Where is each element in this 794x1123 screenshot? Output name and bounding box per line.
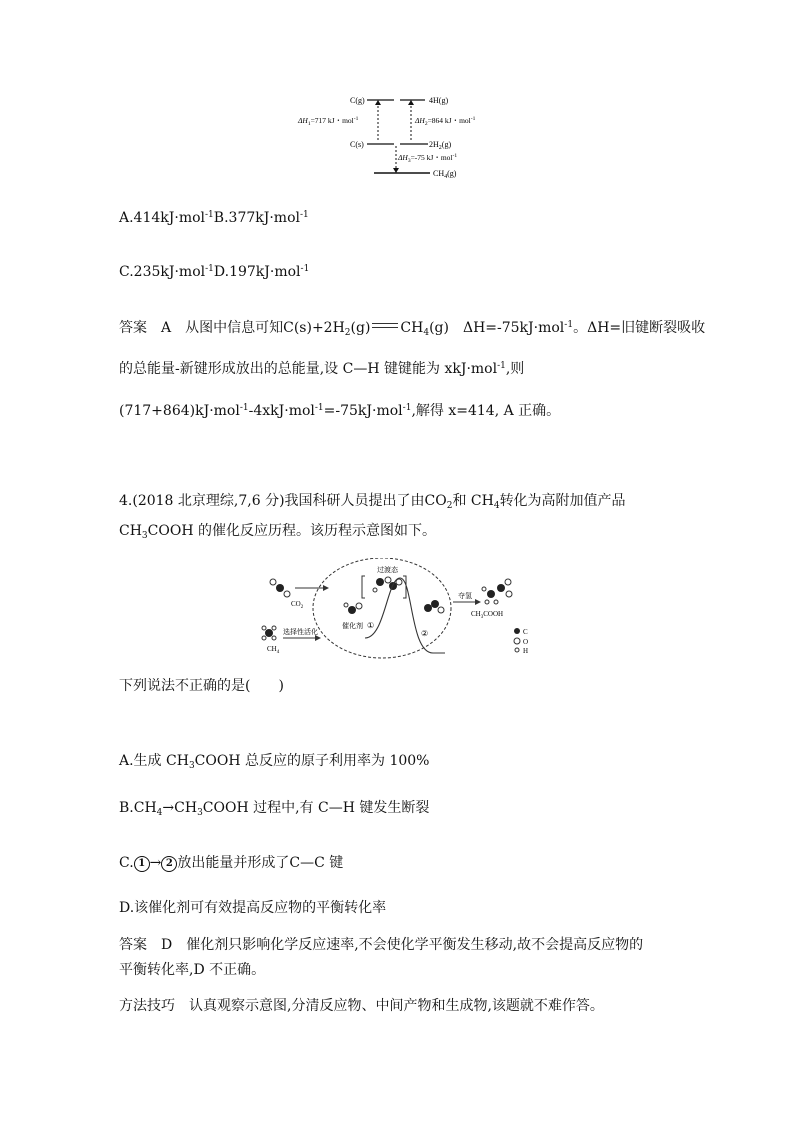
q4-answer-line-2: 平衡转化率,D 不正确。 xyxy=(119,962,266,978)
label-dh3: $\Delta H_3=-75$ kJ・mol$^{-1}$ xyxy=(398,153,458,164)
q4-stem-line-2: $CH_3COOH$ 的催化反应历程。该历程示意图如下。 xyxy=(119,523,436,541)
label-c-gas: C(g) xyxy=(350,96,365,105)
q4-answer-line-1: 答案 D 催化剂只影响化学反应速率,不会使化学平衡发生移动,故不会提高反应物的 xyxy=(119,937,644,953)
q3-answer-line-1: 答案 A 从图中信息可知$C(s)+2H_2(g)$ $CH_4(g)$ ΔH=-75kJ·mol$^{-1}$。ΔH=旧键断裂吸收 xyxy=(119,320,706,338)
q3-answer-line-3: (717+864)kJ·mol$^{-1}$-4xkJ·mol$^{-1}$=-75kJ·mol$^{-1}$,解得 x=414, A 正确。 xyxy=(119,403,561,419)
fig-selective-label: 选择性活化 xyxy=(283,628,318,636)
label-h-atoms: 4H(g) xyxy=(429,96,449,105)
fig-co2-label: $CO_2$ xyxy=(291,600,304,610)
reaction-mechanism-figure xyxy=(255,558,540,668)
label-h2-gas: $2H_2(g)$ xyxy=(429,140,452,151)
q3-options-cd: C.235kJ·mol$^{-1}$D.197kJ·mol$^{-1}$ xyxy=(119,264,310,280)
label-ch4: $CH_4(g)$ xyxy=(433,169,457,180)
q4-option-a: A.生成 $CH_3COOH$ 总反应的原子利用率为 100% xyxy=(119,753,430,771)
fig-transition-label: 过渡态 xyxy=(377,566,398,574)
q3-options-ab: A.414kJ·mol$^{-1}$B.377kJ·mol$^{-1}$ xyxy=(119,210,309,226)
fig-catalyst-label: 催化剂 xyxy=(342,622,363,630)
label-dh2: $\Delta H_2=864$ kJ・mol$^{-1}$ xyxy=(415,116,476,127)
q3-answer-line-2: 的总能量-新键形成放出的总能量,设 C—H 键键能为 xkJ·mol$^{-1}$,则 xyxy=(119,361,525,377)
q4-option-d: D.该催化剂可有效提高反应物的平衡转化率 xyxy=(119,900,387,916)
step-1-icon: 1 xyxy=(134,856,150,872)
answer-label: 答案 xyxy=(119,320,147,336)
equals-sign-icon xyxy=(372,323,398,328)
legend-o: O xyxy=(523,638,529,646)
answer-letter: A xyxy=(161,320,172,336)
legend-h: H xyxy=(523,647,529,655)
q4-method-tip: 方法技巧 认真观察示意图,分清反应物、中间产物和生成物,该题就不难作答。 xyxy=(119,998,604,1014)
step-2-icon: 2 xyxy=(161,856,177,872)
q4-option-c: C. 1 → 2 放出能量并形成了C—C 键 xyxy=(119,855,344,871)
fig-step1-label: ① xyxy=(367,621,375,630)
fig-desorb-label: 夺氢 xyxy=(458,592,472,600)
q4-question: 下列说法不正确的是( ) xyxy=(119,678,284,694)
fig-ch3cooh-label: $CH_3COOH$ xyxy=(471,610,504,620)
q4-option-b: $B.CH_4\to CH_3COOH$ 过程中,有 C—H 键发生断裂 xyxy=(119,800,430,818)
legend-c: C xyxy=(523,628,528,636)
fig-ch4-label: $CH_4$ xyxy=(267,645,280,655)
fig-step2-label: ② xyxy=(421,629,429,638)
label-c-solid: C(s) xyxy=(350,140,364,149)
label-dh1: $\Delta H_1=717$ kJ・mol$^{-1}$ xyxy=(298,116,359,127)
q4-stem-line-1: 4.(2018 北京理综,7,6 分)我国科研人员提出了由$CO_2$和 $CH_4$转化为高附加值产品 xyxy=(119,493,626,511)
energy-level-diagram xyxy=(290,88,510,183)
